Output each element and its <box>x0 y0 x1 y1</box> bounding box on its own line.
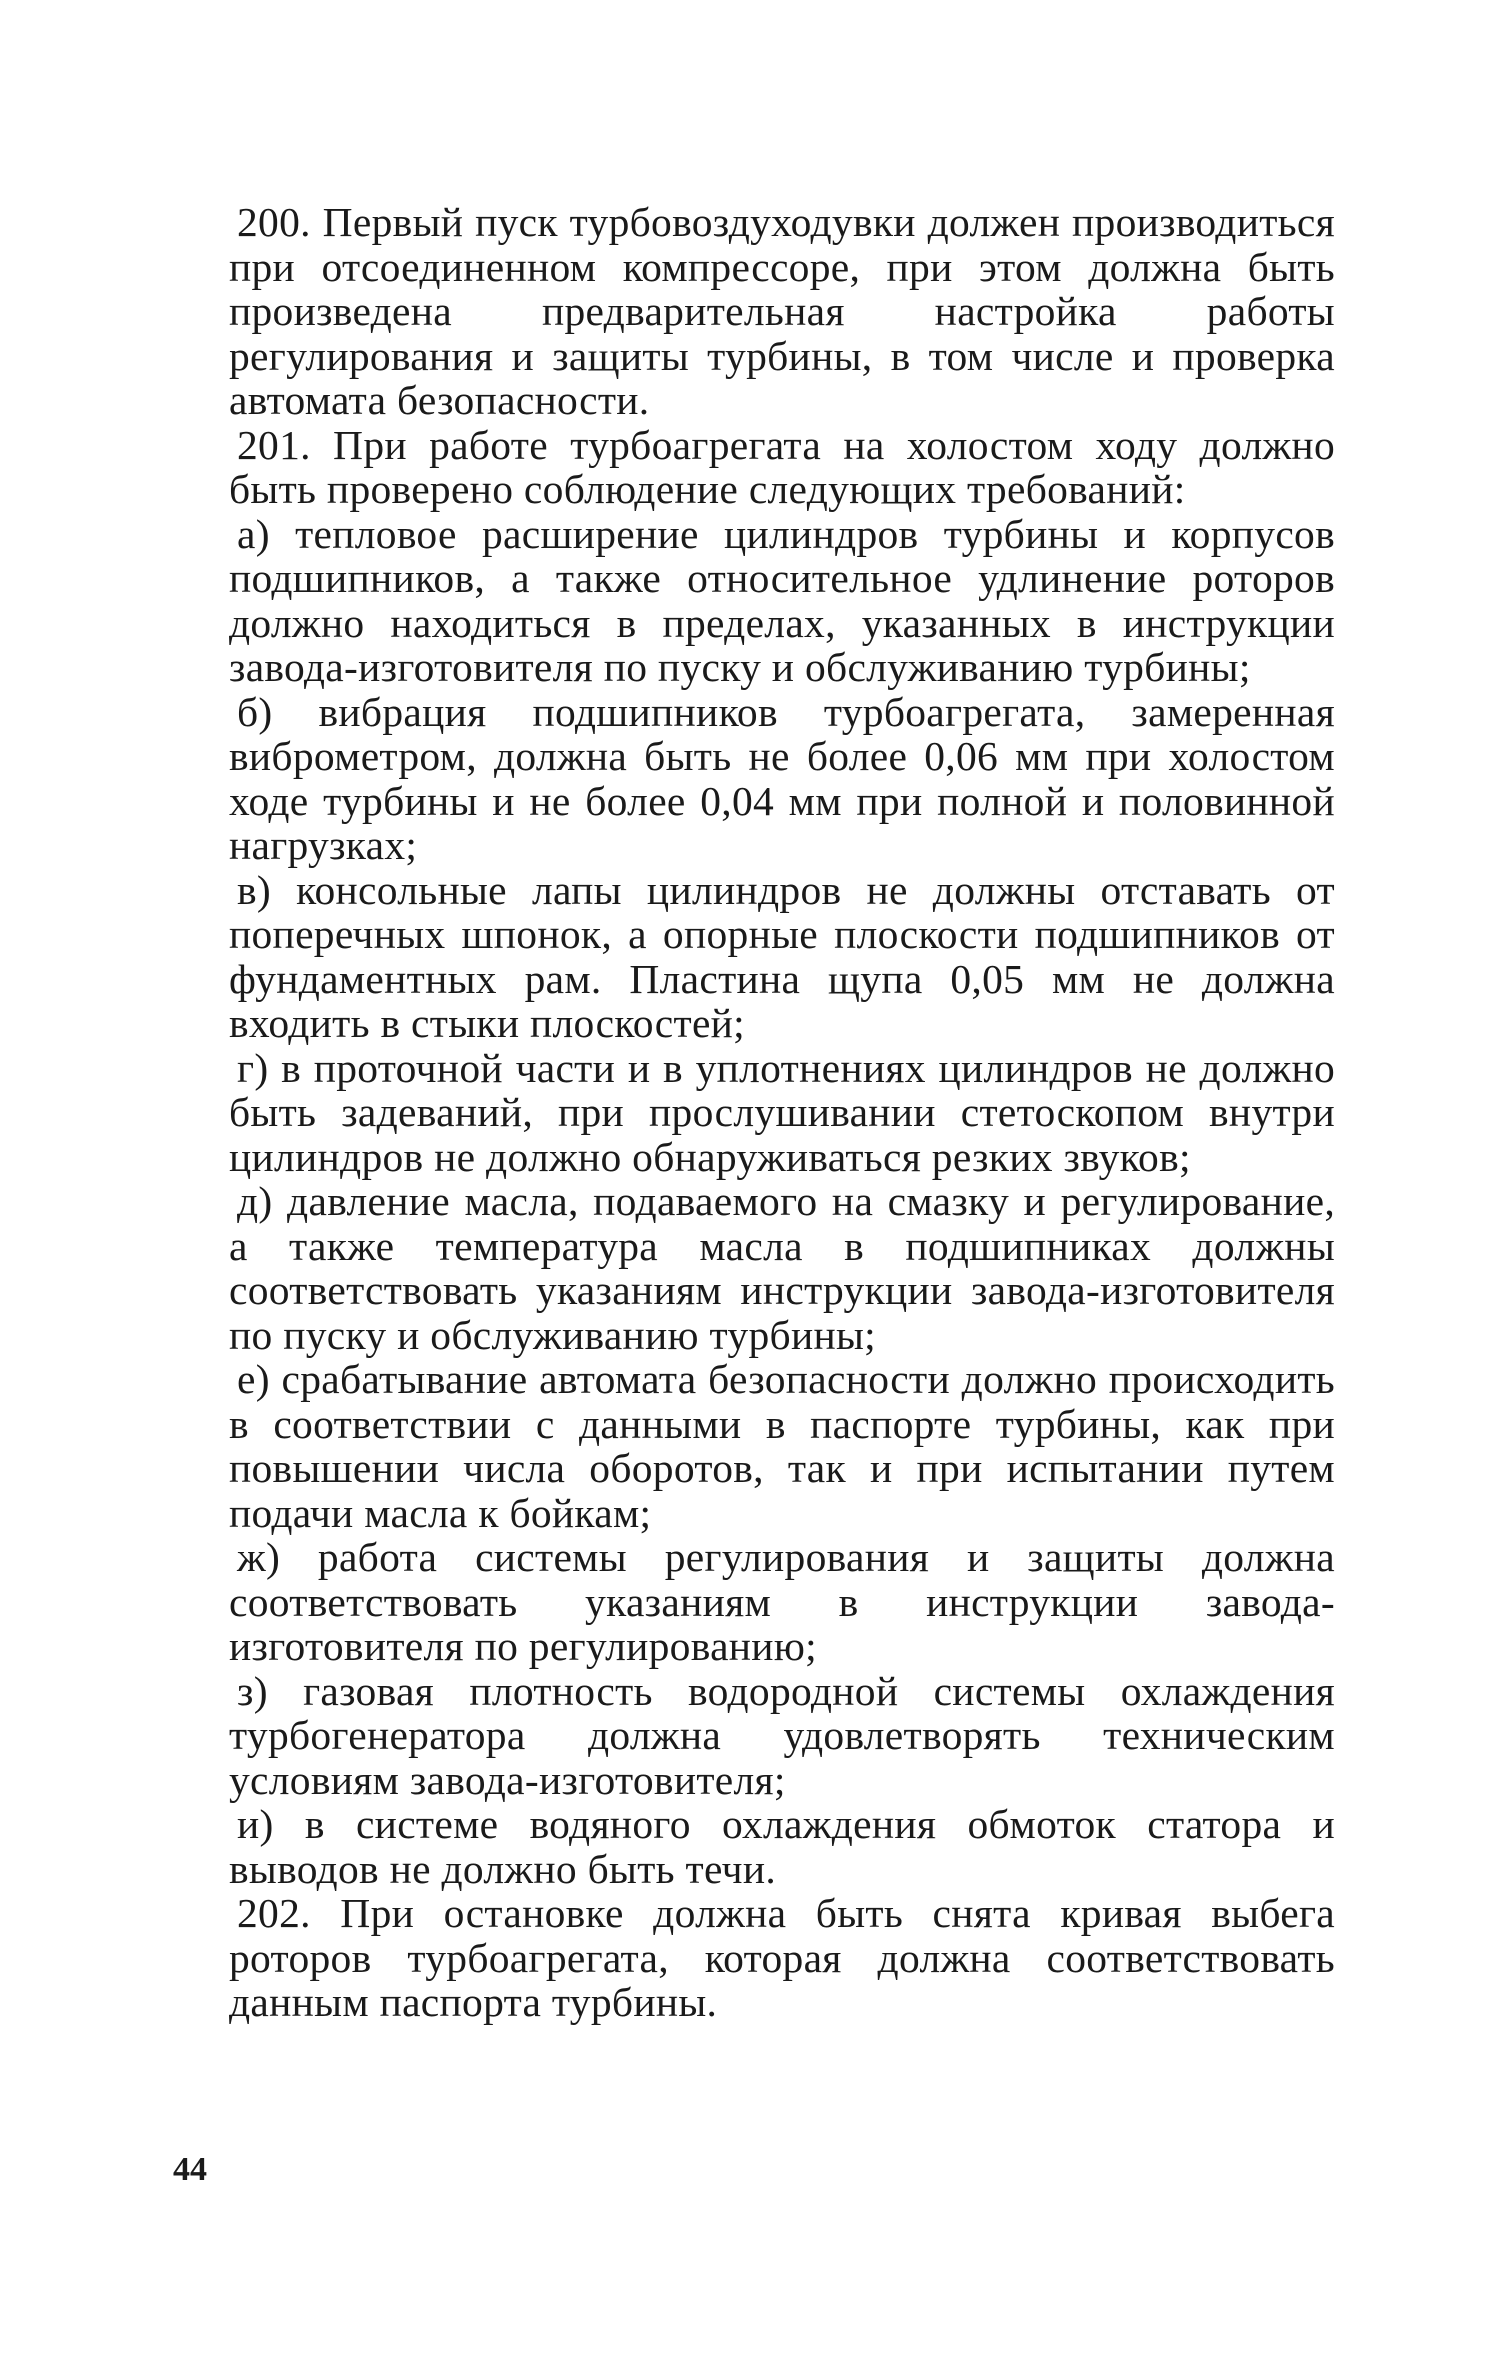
body-text <box>229 200 1335 2025</box>
paragraph-201: 201. При работе турбоагрегата на холостом ходу должно быть проверено соблюдение следующих требований: <box>229 421 1335 512</box>
list-item-z: з) газовая плотность водородной системы охлаждения турбогенератора должна удовлетворять техническим условиям завода-изготовителя; <box>229 1667 1335 1803</box>
list-item-e: е) срабатывание автомата безопасности должно происходить в соответствии с данными в паспорте турбины, как при повышении числа оборотов, так и при испытании путем подачи масла к бойкам; <box>229 1356 1335 1536</box>
list-item-a: а) тепловое расширение цилиндров турбины и корпусов подшипников, а также относительное удлинение роторов должно находиться в пределах, указанных в инструкции завода-изготовителя по пуску и обслуживанию турбины; <box>229 510 1335 690</box>
paragraph-200: 200. Первый пуск турбовоздуходувки должен производиться при отсоединенном компрессоре, при этом должна быть произведена предварительная настройка работы регулирования и защиты турбины, в том числе и проверка автомата безопасности. <box>229 199 1335 423</box>
list-item-zh: ж) работа системы регулирования и защиты должна соответствовать указаниям в инструкции завода-изготовителя по регулированию; <box>229 1534 1335 1669</box>
list-item-b: б) вибрация подшипников турбоагрегата, замеренная виброметром, должна быть не более 0,06 мм при холостом ходе турбины и не более 0,04 мм при полной и половинной нагрузках; <box>229 688 1335 868</box>
list-item-g: г) в проточной части и в уплотнениях цилиндров не должно быть задеваний, при прослушивании стетоскопом внутри цилиндров не должно обнаруживаться резких звуков; <box>229 1044 1335 1180</box>
list-item-i: и) в системе водяного охлаждения обмоток статора и выводов не должно быть течи. <box>229 1801 1335 1892</box>
list-item-d: д) давление масла, подаваемого на смазку и регулирование, а также температура масла в подшипниках должны соответствовать указаниям инструкции завода-изготовителя по пуску и обслуживанию турбины; <box>229 1178 1335 1358</box>
paragraph-202: 202. При остановке должна быть снята кривая выбега роторов турбоагрегата, которая должна соответствовать данным паспорта турбины. <box>229 1890 1335 2025</box>
page-number: 44 <box>173 2151 207 2188</box>
list-item-v: в) консольные лапы цилиндров не должны отставать от поперечных шпонок, а опорные плоскости подшипников от фундаментных рам. Пластина щупа 0,05 мм не должна входить в стыки плоскостей; <box>229 866 1335 1046</box>
